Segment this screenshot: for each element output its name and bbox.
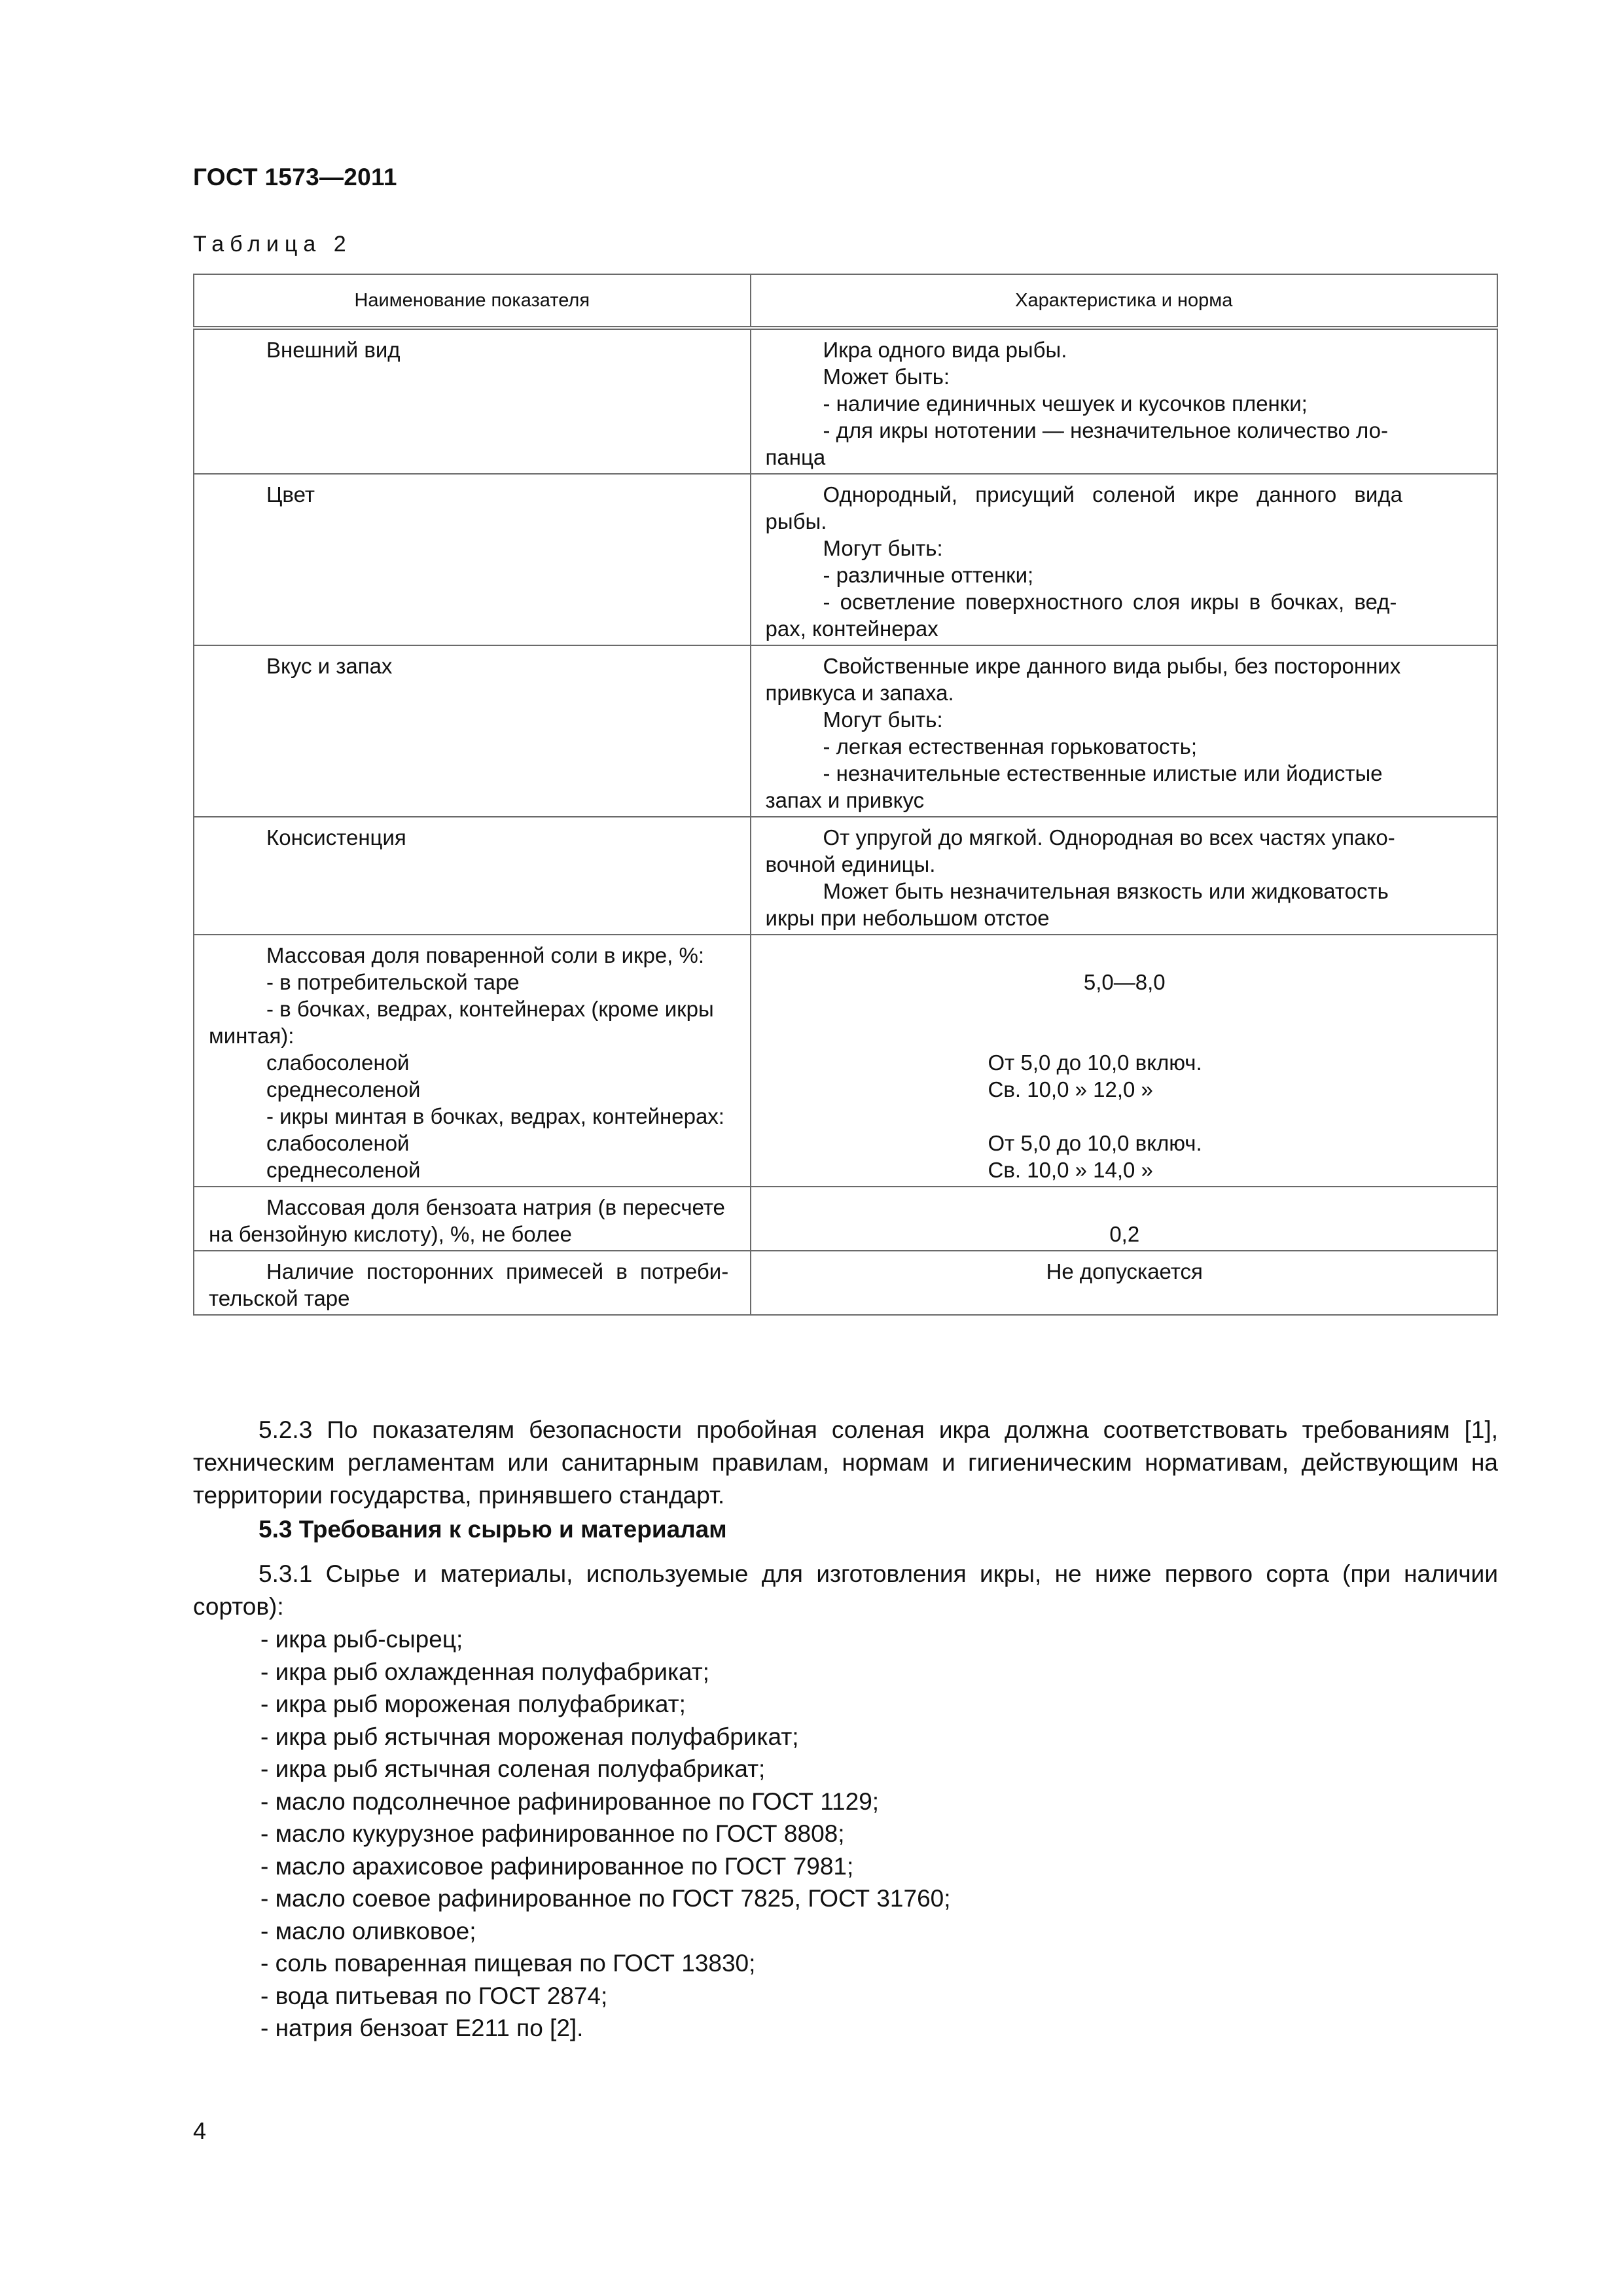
table-row (194, 328, 1497, 474)
norm-value: 0,2 (1109, 1222, 1140, 1246)
indicator-cell (194, 1187, 751, 1251)
indicator-cell (194, 474, 751, 645)
indicator-line: - икры минтая в бочках, ведрах, контейнерах: (266, 1104, 724, 1128)
norm-cell (751, 935, 1497, 1187)
norm-line: - незначительные естественные илистые или йодистые (823, 761, 1383, 785)
norm-line: - наличие единичных чешуек и кусочков пленки; (823, 391, 1308, 416)
paragraph-5-2-3-block (193, 1414, 1498, 1512)
list-item: - масло соевое рафинированное по ГОСТ 7825, ГОСТ 31760; (260, 1885, 951, 1912)
table-row (194, 474, 1497, 645)
paragraph-5-3-1: 5.3.1 Сырье и материалы, используемые для изготовления икры, не ниже первого сорта (при наличии сортов): (193, 1560, 1498, 1620)
materials-list (260, 1623, 951, 2045)
norm-cell (751, 328, 1497, 474)
norm-value: Св. 10,0 » 12,0 » (988, 1077, 1153, 1102)
indicator-cell (194, 328, 751, 474)
norm-cell (751, 1251, 1497, 1315)
indicator-line: минтая): (209, 1024, 294, 1048)
indicator-cell (194, 817, 751, 935)
norm-line: - различные оттенки; (823, 563, 1034, 587)
norm-line: Могут быть: (823, 708, 943, 732)
list-item: - натрия бензоат Е211 по [2]. (260, 2015, 584, 2041)
list-item: - икра рыб охлажденная полуфабрикат; (260, 1658, 709, 1685)
list-item: - икра рыб ястычная мороженая полуфабрикат; (260, 1723, 799, 1750)
norm-line: От упругой до мягкой. Однородная во всех частях упако- (823, 825, 1395, 850)
column-header-norm: Характеристика и норма (751, 274, 1497, 328)
list-item: - масло кукурузное рафинированное по ГОСТ 8808; (260, 1820, 845, 1847)
norm-value: Св. 10,0 » 14,0 » (988, 1158, 1153, 1182)
norm-line: - осветление поверхностного слоя икры в бочках, вед- (823, 590, 1397, 614)
norm-cell (751, 1187, 1497, 1251)
list-item: - икра рыб-сырец; (260, 1626, 463, 1653)
norm-line: привкуса и запаха. (765, 681, 954, 705)
indicator-cell (194, 1251, 751, 1315)
indicator-name: Внешний вид (266, 338, 401, 362)
norm-line: Свойственные икре данного вида рыбы, без посторонних (823, 654, 1401, 678)
table-row (194, 935, 1497, 1187)
paragraph-5-3-1-block (193, 1558, 1498, 1623)
norm-line: рыбы. (765, 509, 827, 533)
indicator-name: Массовая доля поваренной соли в икре, %: (266, 943, 704, 967)
norm-line: Могут быть: (823, 536, 943, 560)
norm-value: 5,0—8,0 (1083, 970, 1166, 994)
indicator-line: слабосоленой (266, 1131, 410, 1155)
table-row (194, 1187, 1497, 1251)
indicator-line: среднесоленой (266, 1158, 421, 1182)
page-number: 4 (193, 2117, 207, 2144)
indicator-cell (194, 935, 751, 1187)
norm-cell (751, 817, 1497, 935)
paragraph-5-2-3: 5.2.3 По показателям безопасности пробойная соленая икра должна соответствовать требованиям [1], техническим регламентам или санитарным правилам, нормам и гигиеническим нормативам, действующим на территории государства, принявшего стандарт. (193, 1416, 1498, 1509)
list-item: - вода питьевая по ГОСТ 2874; (260, 1982, 608, 2009)
norm-cell (751, 474, 1497, 645)
indicator-line: - в бочках, ведрах, контейнерах (кроме икры (266, 997, 714, 1021)
norm-line: Однородный, присущий соленой икре данного вида (823, 482, 1402, 507)
table-row (194, 817, 1497, 935)
list-item: - масло оливковое; (260, 1917, 476, 1945)
norm-line: панца (765, 445, 826, 469)
table-caption: Таблица 2 (193, 232, 352, 257)
norm-line: запах и привкус (765, 788, 925, 812)
indicator-line: слабосоленой (266, 1050, 410, 1075)
norm-line: рах, контейнерах (765, 617, 938, 641)
norm-line: икры при небольшом отстое (765, 906, 1050, 930)
norm-cell (751, 645, 1497, 817)
list-item: - масло арахисовое рафинированное по ГОСТ 7981; (260, 1852, 854, 1880)
indicator-name: Консистенция (266, 825, 406, 850)
norm-line: Может быть: (823, 365, 950, 389)
norm-line: Может быть незначительная вязкость или жидковатость (823, 879, 1389, 903)
norm-line: - для икры нототении — незначительное количество ло- (823, 418, 1389, 442)
indicator-name: Массовая доля бензоата натрия (в пересчете (266, 1195, 725, 1219)
indicator-name: Наличие посторонних примесей в потреби- (266, 1259, 729, 1283)
section-heading: 5.3 Требования к сырью и материалам (259, 1516, 727, 1543)
indicator-line: на бензойную кислоту), %, не более (209, 1222, 572, 1246)
document-code: ГОСТ 1573—2011 (193, 164, 397, 190)
norm-value: От 5,0 до 10,0 включ. (988, 1050, 1202, 1075)
indicator-name: Цвет (266, 482, 315, 507)
norm-value: От 5,0 до 10,0 включ. (988, 1131, 1202, 1155)
column-header-indicator: Наименование показателя (194, 274, 751, 328)
indicator-line: - в потребительской таре (266, 970, 520, 994)
table-row (194, 645, 1497, 817)
list-item: - икра рыб ястычная соленая полуфабрикат; (260, 1755, 766, 1782)
table-row (194, 1251, 1497, 1315)
requirements-table (193, 274, 1498, 1316)
norm-line: вочной единицы. (765, 852, 936, 876)
indicator-cell (194, 645, 751, 817)
indicator-name: Вкус и запах (266, 654, 393, 678)
norm-line: - легкая естественная горьковатость; (823, 734, 1198, 759)
indicator-line: среднесоленой (266, 1077, 421, 1102)
list-item: - соль поваренная пищевая по ГОСТ 13830; (260, 1950, 756, 1977)
table-header-row (194, 274, 1497, 328)
indicator-line: тельской таре (209, 1286, 350, 1310)
list-item: - масло подсолнечное рафинированное по ГОСТ 1129; (260, 1787, 880, 1815)
norm-value: Не допускается (1046, 1259, 1203, 1283)
norm-line: Икра одного вида рыбы. (823, 338, 1067, 362)
list-item: - икра рыб мороженая полуфабрикат; (260, 1691, 686, 1717)
section-5-3-block (193, 1513, 1498, 1546)
